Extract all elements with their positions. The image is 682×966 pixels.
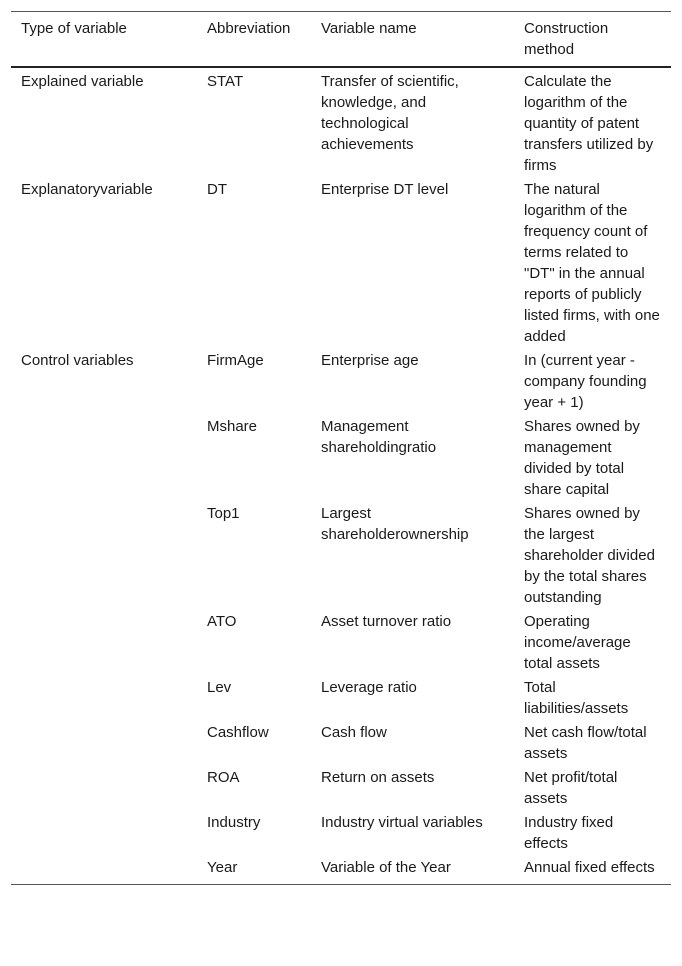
cell-variable-name: Return on assets	[321, 769, 435, 786]
table-row	[11, 610, 671, 676]
cell-construction-method: Net profit/total assets	[524, 769, 618, 807]
header-construction-method: Construction method	[524, 20, 609, 58]
cell-construction-method: Operating income/average total assets	[524, 613, 631, 672]
table-row	[11, 502, 671, 610]
cell-abbreviation: Industry	[207, 814, 261, 831]
header-variable-name: Variable name	[321, 20, 417, 37]
cell-type: Explained variable	[21, 73, 144, 90]
header-abbreviation: Abbreviation	[207, 20, 291, 37]
table-row	[11, 349, 671, 415]
cell-construction-method: The natural logarithm of the frequency count of terms related to "DT" in the annual reports of publicly listed firms, with one added	[524, 181, 660, 345]
cell-construction-method: Industry fixed effects	[524, 814, 614, 852]
cell-type	[11, 856, 197, 885]
variables-table	[11, 11, 671, 885]
cell-abbreviation: DT	[207, 181, 227, 198]
cell-abbreviation: Top1	[207, 505, 240, 522]
variables-table-container	[11, 11, 671, 885]
cell-abbreviation: ROA	[207, 769, 240, 786]
cell-type	[11, 610, 197, 676]
cell-construction-method: Shares owned by the largest shareholder divided by the total shares outstanding	[524, 505, 655, 606]
cell-type: Explanatoryvariable	[21, 181, 153, 198]
cell-abbreviation: FirmAge	[207, 352, 264, 369]
cell-construction-method: Total liabilities/assets	[524, 679, 629, 717]
table-row	[11, 856, 671, 885]
cell-variable-name: Enterprise age	[321, 352, 419, 369]
cell-type: Control variables	[21, 352, 134, 369]
cell-variable-name: Transfer of scientific, knowledge, and technological achievements	[321, 73, 459, 153]
cell-construction-method: Shares owned by management divided by total share capital	[524, 418, 640, 498]
cell-type	[11, 721, 197, 766]
cell-abbreviation: ATO	[207, 613, 237, 630]
cell-type	[11, 766, 197, 811]
cell-type	[11, 676, 197, 721]
cell-type	[11, 811, 197, 856]
cell-variable-name: Cash flow	[321, 724, 387, 741]
cell-construction-method: Annual fixed effects	[524, 859, 655, 876]
cell-variable-name: Asset turnover ratio	[321, 613, 452, 630]
cell-construction-method: Calculate the logarithm of the quantity of patent transfers utilized by firms	[524, 73, 654, 174]
table-row	[11, 811, 671, 856]
cell-variable-name: Enterprise DT level	[321, 181, 449, 198]
cell-abbreviation: Mshare	[207, 418, 258, 435]
table-row	[11, 676, 671, 721]
cell-construction-method: Net cash flow/total assets	[524, 724, 647, 762]
table-row	[11, 415, 671, 502]
cell-variable-name: Management shareholdingratio	[321, 418, 437, 456]
cell-abbreviation: Cashflow	[207, 724, 269, 741]
table-row	[11, 67, 671, 178]
table-row	[11, 178, 671, 349]
cell-variable-name: Leverage ratio	[321, 679, 417, 696]
table-row	[11, 766, 671, 811]
header-type-of-variable: Type of variable	[21, 20, 127, 37]
cell-abbreviation: Year	[207, 859, 238, 876]
cell-abbreviation: STAT	[207, 73, 244, 90]
cell-variable-name: Largest shareholderownership	[321, 505, 469, 543]
cell-type	[11, 415, 197, 502]
table-row	[11, 721, 671, 766]
cell-type	[11, 502, 197, 610]
table-header-row	[11, 12, 671, 68]
cell-abbreviation: Lev	[207, 679, 232, 696]
cell-variable-name: Variable of the Year	[321, 859, 451, 876]
cell-construction-method: In (current year - company founding year + 1)	[524, 352, 647, 411]
cell-variable-name: Industry virtual variables	[321, 814, 483, 831]
